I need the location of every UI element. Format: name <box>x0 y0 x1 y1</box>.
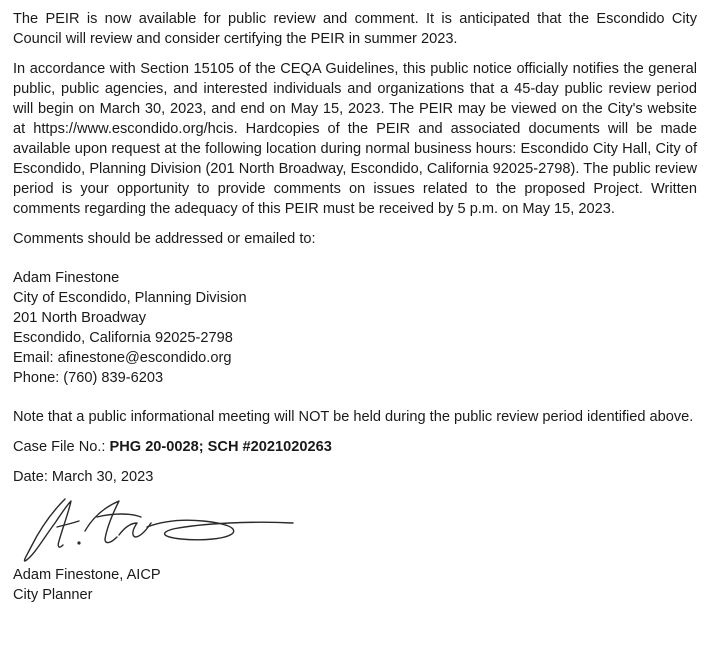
signature-graphic <box>13 487 313 565</box>
notice-date: Date: March 30, 2023 <box>13 469 154 485</box>
comments-intro: Comments should be addressed or emailed to: <box>13 231 316 247</box>
contact-organization: City of Escondido, Planning Division <box>13 290 247 306</box>
signature <box>13 487 313 565</box>
contact-phone: Phone: (760) 839-6203 <box>13 370 164 386</box>
notice-paragraph-review-period: In accordance with Section 15105 of the CEQA Guidelines, this public notice officially notifies the general public, public agencies, and interested individuals and organizations that a 45-day public review period will begin on March 30, 2023, and end on May 15, 2023. The PEIR may be viewed on the City's website at https://www.escondido.org/hcis. Hardcopies of the PEIR and associated documents will be made available upon request at the following location during normal business hours: Escondido City Hall, City of Escondido, Planning Division (201 North Broadway, Escondido, California 92025-2798). The public review period is your opportunity to provide comments on issues related to the proposed Project. Written comments regarding the adequacy of this PEIR must be received by 5 p.m. on May 15, 2023. <box>13 61 697 217</box>
contact-street: 201 North Broadway <box>13 310 147 326</box>
public-notice <box>13 9 697 605</box>
notice-paragraph-availability: The PEIR is now available for public review and comment. It is anticipated that the Escondido City Council will review and consider certifying the PEIR in summer 2023. <box>13 11 697 47</box>
contact-name: Adam Finestone <box>13 270 120 286</box>
meeting-note: Note that a public informational meeting will NOT be held during the public review period identified above. <box>13 409 694 425</box>
case-file-number: PHG 20-0028; SCH #2021020263 <box>109 439 332 455</box>
contact-email: Email: afinestone@escondido.org <box>13 350 232 366</box>
contact-block <box>13 268 697 388</box>
case-file <box>13 437 697 457</box>
contact-city: Escondido, California 92025-2798 <box>13 330 233 346</box>
signatory-title: City Planner <box>13 587 93 603</box>
case-file-label: Case File No.: <box>13 439 110 455</box>
signatory-name: Adam Finestone, AICP <box>13 567 161 583</box>
